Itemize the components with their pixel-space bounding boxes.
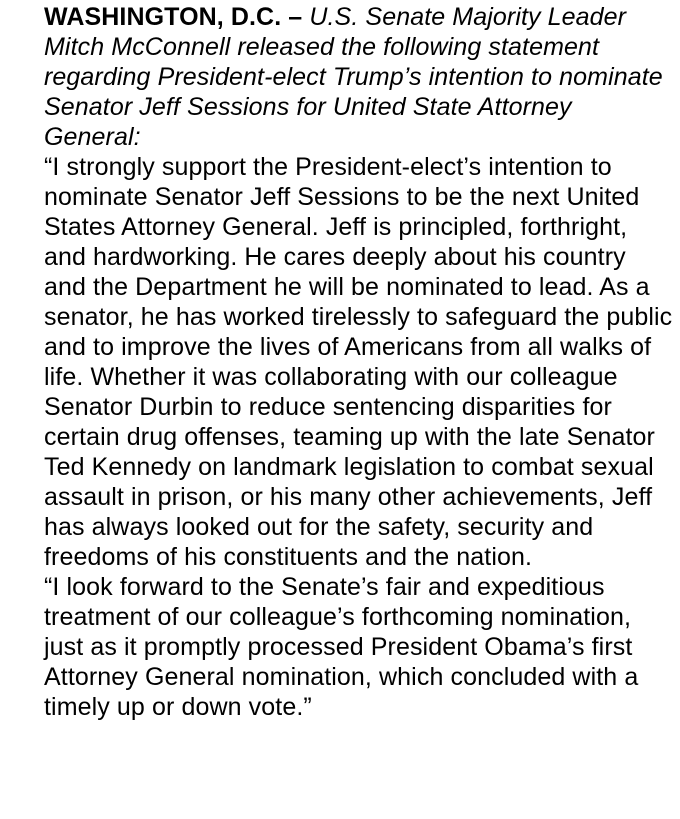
intro-text: U.S. Senate Majority Leader Mitch McConnell released the following statement regarding President-elect Trump’s intention to nominate Senator Jeff Sessions for United State Attorney General: [44, 3, 663, 151]
dateline: WASHINGTON, D.C. – [44, 3, 303, 31]
press-release [44, 2, 674, 722]
quote-paragraph-2: “I look forward to the Senate’s fair and expeditious treatment of our colleague’s forthcoming nomination, just as it promptly processed President Obama’s first Attorney General nomination, which concluded with a timely up or down vote.” [44, 573, 639, 721]
lead-paragraph [44, 2, 674, 152]
quote-paragraph-1: “I strongly support the President-elect’s intention to nominate Senator Jeff Sessions to be the next United States Attorney General. Jeff is principled, forthright, and hardworking. He cares deeply about his country and the Department he will be nominated to lead. As a senator, he has worked tirelessly to safeguard the public and to improve the lives of Americans from all walks of life. Whether it was collaborating with our colleague Senator Durbin to reduce sentencing disparities for certain drug offenses, teaming up with the late Senator Ted Kennedy on landmark legislation to combat sexual assault in prison, or his many other achievements, Jeff has always looked out for the safety, security and freedoms of his constituents and the nation. [44, 153, 673, 571]
